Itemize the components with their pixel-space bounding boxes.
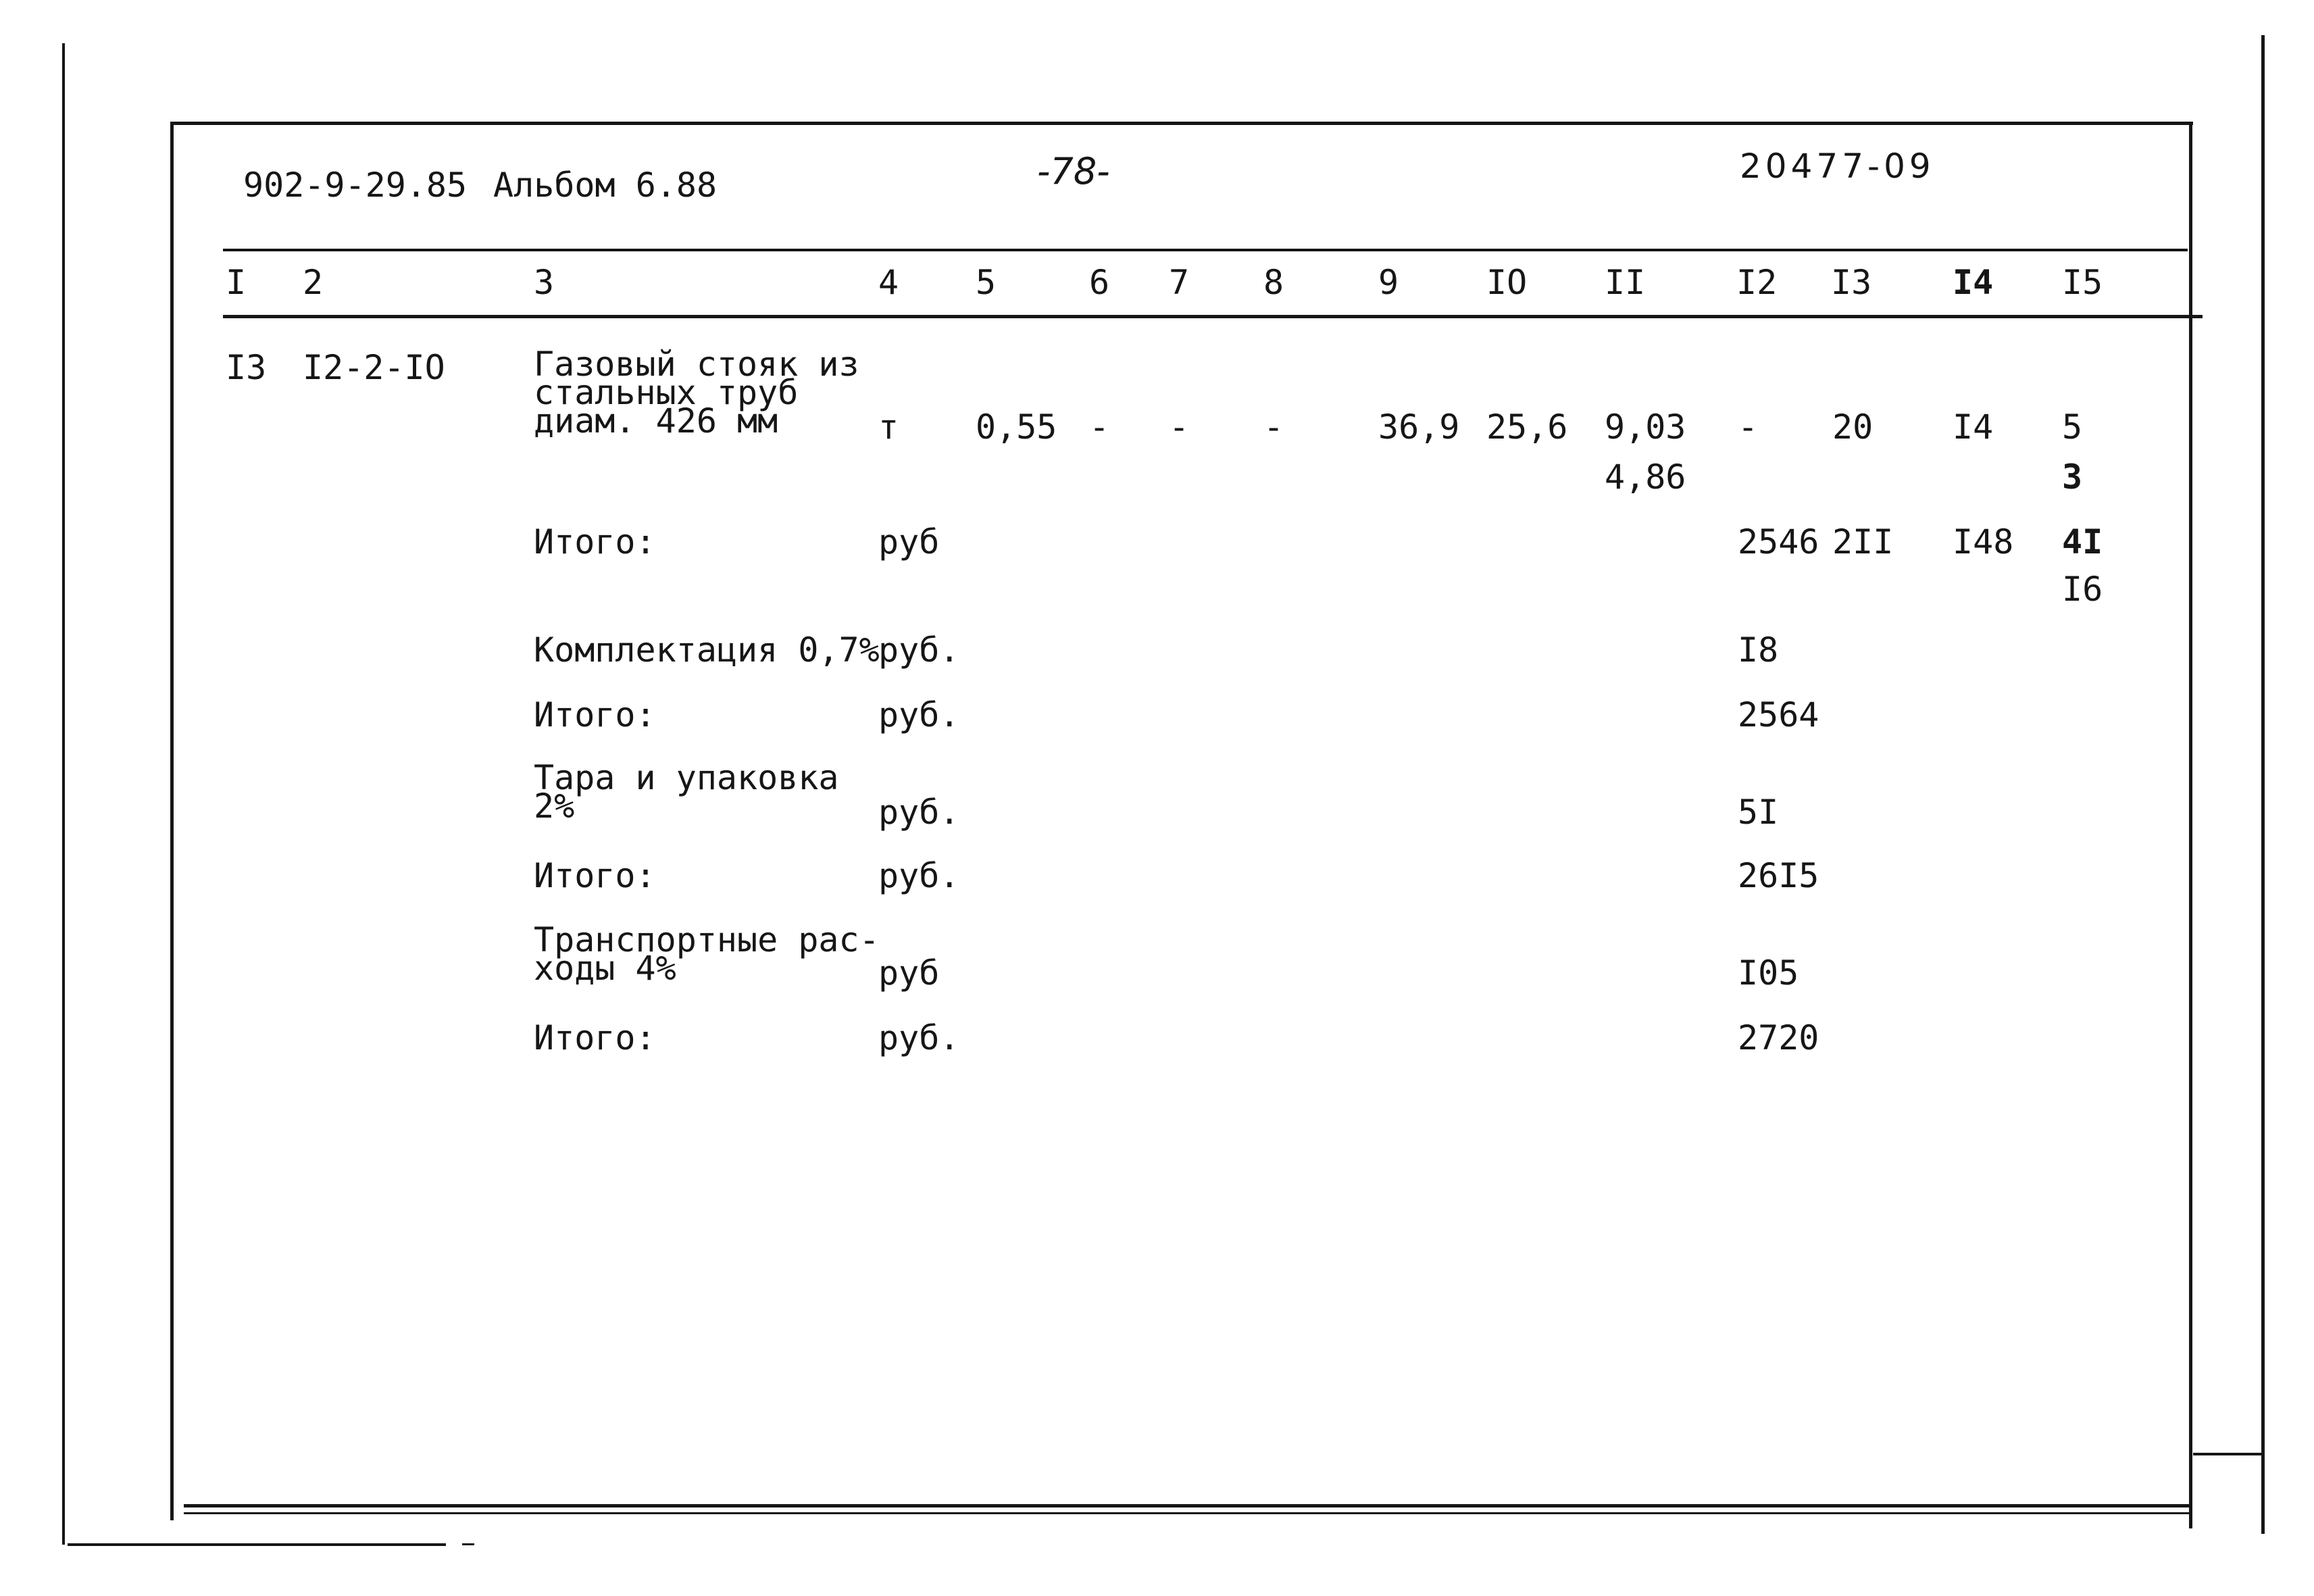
album-label: Альбом 6.88 bbox=[493, 166, 718, 205]
document-number: 20477-09 bbox=[1740, 147, 1935, 186]
row-unit: руб. bbox=[878, 793, 960, 832]
item-col11-second: 4,86 bbox=[1605, 457, 1686, 497]
column-header: II bbox=[1605, 263, 1646, 302]
table-header-bottom-rule bbox=[223, 315, 2203, 318]
item-quantity: 0,55 bbox=[976, 407, 1057, 447]
row-unit: руб. bbox=[878, 630, 960, 670]
item-col15: 5 bbox=[2062, 407, 2083, 447]
item-col6: - bbox=[1089, 407, 1110, 447]
column-header: 2 bbox=[303, 263, 324, 302]
item-col9: 36,9 bbox=[1378, 407, 1460, 447]
row-col15: 4I bbox=[2062, 522, 2103, 562]
item-col11: 9,03 bbox=[1605, 407, 1686, 447]
right-margin-line bbox=[2261, 35, 2265, 1534]
item-col8: - bbox=[1263, 407, 1284, 447]
item-col10: 25,6 bbox=[1486, 407, 1568, 447]
table-header-top-rule bbox=[223, 249, 2188, 251]
row-unit: руб. bbox=[878, 1018, 960, 1057]
item-code: I2-2-IO bbox=[303, 348, 445, 387]
row-col12: 2546 bbox=[1738, 522, 1819, 562]
row-label: Итого: bbox=[534, 856, 656, 895]
title-block-stub bbox=[2193, 1453, 2263, 1455]
frame-top bbox=[170, 122, 2193, 125]
row-unit: руб bbox=[878, 953, 940, 993]
frame-left bbox=[170, 122, 174, 1520]
page-number: -78- bbox=[1037, 150, 1110, 193]
row-col14: I48 bbox=[1953, 522, 2014, 562]
column-header: I2 bbox=[1736, 263, 1778, 302]
row-col12: I05 bbox=[1738, 953, 1799, 993]
row-unit: руб bbox=[878, 522, 940, 562]
row-col12: I8 bbox=[1738, 630, 1779, 670]
row-label: Тара и упаковка 2% bbox=[534, 758, 839, 826]
column-header: I bbox=[226, 263, 247, 302]
column-header: 9 bbox=[1378, 263, 1399, 302]
frame-bottom bbox=[184, 1504, 2192, 1507]
row-label: Итого: bbox=[534, 1018, 656, 1057]
item-col7: - bbox=[1169, 407, 1190, 447]
row-unit: руб. bbox=[878, 695, 960, 734]
row-col15-second: I6 bbox=[2062, 570, 2103, 609]
item-name: Газовый стояк из стальных труб диам. 426 мм bbox=[534, 345, 859, 441]
album-reference: 902-9-29.85 bbox=[243, 166, 468, 205]
column-header: 6 bbox=[1089, 263, 1110, 302]
column-header: I3 bbox=[1831, 263, 1872, 302]
bottom-margin-dash bbox=[462, 1543, 474, 1545]
item-col13: 20 bbox=[1832, 407, 1873, 447]
row-label: Итого: bbox=[534, 695, 656, 734]
column-header: 7 bbox=[1169, 263, 1190, 302]
column-header: 5 bbox=[976, 263, 997, 302]
row-label: Итого: bbox=[534, 522, 656, 562]
column-header: 3 bbox=[534, 263, 555, 302]
row-col12: 2564 bbox=[1738, 695, 1819, 734]
item-col14: I4 bbox=[1953, 407, 1994, 447]
column-header: I5 bbox=[2062, 263, 2103, 302]
item-number: I3 bbox=[226, 348, 267, 387]
row-col12: 5I bbox=[1738, 793, 1779, 832]
column-header: IO bbox=[1486, 263, 1528, 302]
row-unit: руб. bbox=[878, 856, 960, 895]
column-header: 8 bbox=[1263, 263, 1284, 302]
column-header: I4 bbox=[1953, 263, 1994, 302]
left-margin-line bbox=[62, 43, 65, 1545]
frame-bottom-inner bbox=[184, 1512, 2192, 1514]
row-col12: 26I5 bbox=[1738, 856, 1819, 895]
row-label: Комплектация 0,7% bbox=[534, 630, 880, 670]
frame-right bbox=[2189, 122, 2192, 1528]
row-label: Транспортные рас- ходы 4% bbox=[534, 920, 880, 988]
item-unit: т bbox=[878, 407, 899, 447]
column-header: 4 bbox=[878, 263, 899, 302]
row-col13: 2II bbox=[1832, 522, 1894, 562]
row-col12: 2720 bbox=[1738, 1018, 1819, 1057]
item-col15-second: 3 bbox=[2062, 457, 2083, 497]
bottom-margin-line bbox=[68, 1543, 446, 1546]
item-col12: - bbox=[1738, 407, 1759, 447]
